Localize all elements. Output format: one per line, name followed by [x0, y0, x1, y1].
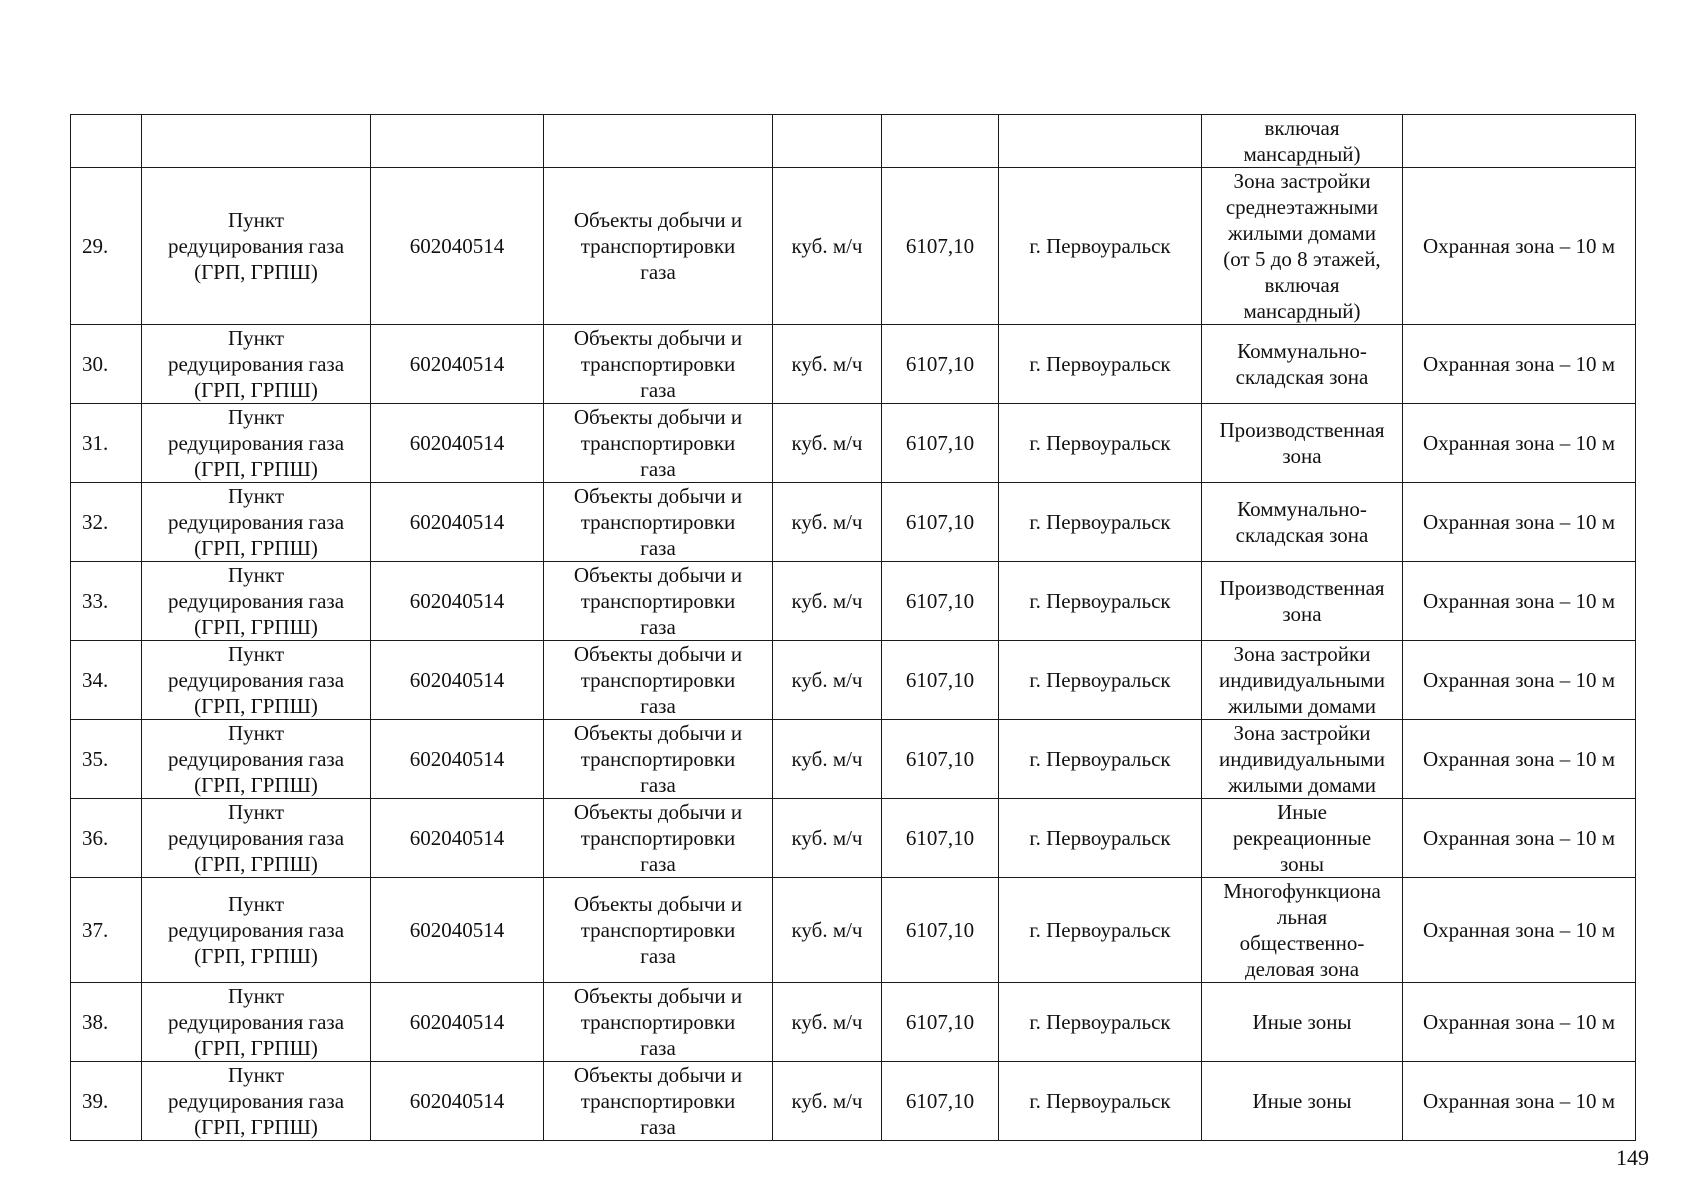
cell-unit: куб. м/ч — [773, 720, 882, 799]
cell-protection: Охранная зона – 10 м — [1403, 404, 1636, 483]
cell-location: г. Первоуральск — [999, 325, 1202, 404]
cell-location: г. Первоуральск — [999, 799, 1202, 878]
cell-object: Пункт редуцирования газа (ГРП, ГРПШ) — [142, 799, 371, 878]
cell-protection — [1403, 115, 1636, 168]
cell-code — [371, 115, 544, 168]
cell-unit: куб. м/ч — [773, 1062, 882, 1141]
cell-unit: куб. м/ч — [773, 168, 882, 325]
table-row — [71, 983, 1636, 1062]
cell-location: г. Первоуральск — [999, 404, 1202, 483]
cell-num — [71, 115, 142, 168]
cell-num: 30. — [71, 325, 142, 404]
cell-zone: Коммунально- складская зона — [1202, 483, 1403, 562]
cell-code: 602040514 — [371, 1062, 544, 1141]
cell-num: 33. — [71, 562, 142, 641]
cell-protection: Охранная зона – 10 м — [1403, 1062, 1636, 1141]
cell-zone: Производственная зона — [1202, 562, 1403, 641]
cell-category: Объекты добычи и транспортировки газа — [544, 641, 773, 720]
cell-object: Пункт редуцирования газа (ГРП, ГРПШ) — [142, 168, 371, 325]
cell-zone: Зона застройки индивидуальными жилыми домами — [1202, 720, 1403, 799]
cell-value: 6107,10 — [882, 483, 999, 562]
cell-value: 6107,10 — [882, 799, 999, 878]
cell-code: 602040514 — [371, 483, 544, 562]
cell-protection: Охранная зона – 10 м — [1403, 483, 1636, 562]
cell-object: Пункт редуцирования газа (ГРП, ГРПШ) — [142, 641, 371, 720]
table-row — [71, 562, 1636, 641]
cell-protection: Охранная зона – 10 м — [1403, 562, 1636, 641]
cell-unit: куб. м/ч — [773, 325, 882, 404]
cell-unit: куб. м/ч — [773, 799, 882, 878]
cell-code: 602040514 — [371, 983, 544, 1062]
cell-zone: Многофункциона льная общественно- деловая зона — [1202, 878, 1403, 983]
cell-num: 34. — [71, 641, 142, 720]
cell-unit: куб. м/ч — [773, 483, 882, 562]
cell-category: Объекты добычи и транспортировки газа — [544, 799, 773, 878]
cell-protection: Охранная зона – 10 м — [1403, 641, 1636, 720]
cell-num: 32. — [71, 483, 142, 562]
cell-protection: Охранная зона – 10 м — [1403, 799, 1636, 878]
cell-object: Пункт редуцирования газа (ГРП, ГРПШ) — [142, 325, 371, 404]
cell-unit: куб. м/ч — [773, 983, 882, 1062]
cell-value: 6107,10 — [882, 404, 999, 483]
cell-category: Объекты добычи и транспортировки газа — [544, 878, 773, 983]
cell-object: Пункт редуцирования газа (ГРП, ГРПШ) — [142, 562, 371, 641]
cell-category — [544, 115, 773, 168]
cell-protection: Охранная зона – 10 м — [1403, 168, 1636, 325]
cell-value — [882, 115, 999, 168]
table-row — [71, 1062, 1636, 1141]
cell-object — [142, 115, 371, 168]
cell-unit: куб. м/ч — [773, 562, 882, 641]
cell-code: 602040514 — [371, 168, 544, 325]
cell-object: Пункт редуцирования газа (ГРП, ГРПШ) — [142, 483, 371, 562]
cell-object: Пункт редуцирования газа (ГРП, ГРПШ) — [142, 1062, 371, 1141]
page-number: 149 — [1616, 1145, 1649, 1170]
table-row-continuation — [71, 115, 1636, 168]
cell-protection: Охранная зона – 10 м — [1403, 983, 1636, 1062]
cell-category: Объекты добычи и транспортировки газа — [544, 983, 773, 1062]
cell-category: Объекты добычи и транспортировки газа — [544, 404, 773, 483]
cell-num: 31. — [71, 404, 142, 483]
cell-value: 6107,10 — [882, 720, 999, 799]
cell-num: 38. — [71, 983, 142, 1062]
cell-num: 36. — [71, 799, 142, 878]
cell-unit: куб. м/ч — [773, 641, 882, 720]
table-body — [71, 115, 1636, 1141]
cell-value: 6107,10 — [882, 878, 999, 983]
cell-location: г. Первоуральск — [999, 483, 1202, 562]
cell-category: Объекты добычи и транспортировки газа — [544, 168, 773, 325]
cell-location: г. Первоуральск — [999, 562, 1202, 641]
cell-protection: Охранная зона – 10 м — [1403, 720, 1636, 799]
table-row — [71, 720, 1636, 799]
table-row — [71, 168, 1636, 325]
cell-unit: куб. м/ч — [773, 878, 882, 983]
cell-location: г. Первоуральск — [999, 878, 1202, 983]
cell-zone: Зона застройки среднеэтажными жилыми домами (от 5 до 8 этажей, включая мансардный) — [1202, 168, 1403, 325]
cell-value: 6107,10 — [882, 168, 999, 325]
cell-zone: Коммунально- складская зона — [1202, 325, 1403, 404]
cell-zone: Иные рекреационные зоны — [1202, 799, 1403, 878]
cell-code: 602040514 — [371, 878, 544, 983]
cell-zone: Иные зоны — [1202, 1062, 1403, 1141]
cell-code: 602040514 — [371, 404, 544, 483]
table-row — [71, 641, 1636, 720]
cell-object: Пункт редуцирования газа (ГРП, ГРПШ) — [142, 878, 371, 983]
cell-object: Пункт редуцирования газа (ГРП, ГРПШ) — [142, 404, 371, 483]
cell-location: г. Первоуральск — [999, 641, 1202, 720]
cell-location: г. Первоуральск — [999, 720, 1202, 799]
cell-category: Объекты добычи и транспортировки газа — [544, 325, 773, 404]
cell-unit: куб. м/ч — [773, 404, 882, 483]
cell-zone: Производственная зона — [1202, 404, 1403, 483]
cell-value: 6107,10 — [882, 562, 999, 641]
document-table — [70, 114, 1636, 1141]
cell-object: Пункт редуцирования газа (ГРП, ГРПШ) — [142, 720, 371, 799]
cell-object: Пункт редуцирования газа (ГРП, ГРПШ) — [142, 983, 371, 1062]
cell-protection: Охранная зона – 10 м — [1403, 325, 1636, 404]
cell-value: 6107,10 — [882, 983, 999, 1062]
cell-code: 602040514 — [371, 720, 544, 799]
cell-value: 6107,10 — [882, 325, 999, 404]
cell-value: 6107,10 — [882, 1062, 999, 1141]
cell-code: 602040514 — [371, 641, 544, 720]
table-row — [71, 483, 1636, 562]
cell-zone: Зона застройки индивидуальными жилыми домами — [1202, 641, 1403, 720]
table-row — [71, 404, 1636, 483]
cell-category: Объекты добычи и транспортировки газа — [544, 1062, 773, 1141]
cell-location: г. Первоуральск — [999, 983, 1202, 1062]
cell-location: г. Первоуральск — [999, 168, 1202, 325]
cell-category: Объекты добычи и транспортировки газа — [544, 720, 773, 799]
cell-protection: Охранная зона – 10 м — [1403, 878, 1636, 983]
cell-unit — [773, 115, 882, 168]
cell-num: 39. — [71, 1062, 142, 1141]
cell-num: 29. — [71, 168, 142, 325]
table-row — [71, 799, 1636, 878]
cell-location: г. Первоуральск — [999, 1062, 1202, 1141]
cell-zone: включая мансардный) — [1202, 115, 1403, 168]
cell-num: 37. — [71, 878, 142, 983]
cell-code: 602040514 — [371, 562, 544, 641]
cell-category: Объекты добычи и транспортировки газа — [544, 562, 773, 641]
table-row — [71, 325, 1636, 404]
table-row — [71, 878, 1636, 983]
cell-code: 602040514 — [371, 325, 544, 404]
cell-code: 602040514 — [371, 799, 544, 878]
cell-location — [999, 115, 1202, 168]
cell-value: 6107,10 — [882, 641, 999, 720]
cell-zone: Иные зоны — [1202, 983, 1403, 1062]
cell-category: Объекты добычи и транспортировки газа — [544, 483, 773, 562]
cell-num: 35. — [71, 720, 142, 799]
